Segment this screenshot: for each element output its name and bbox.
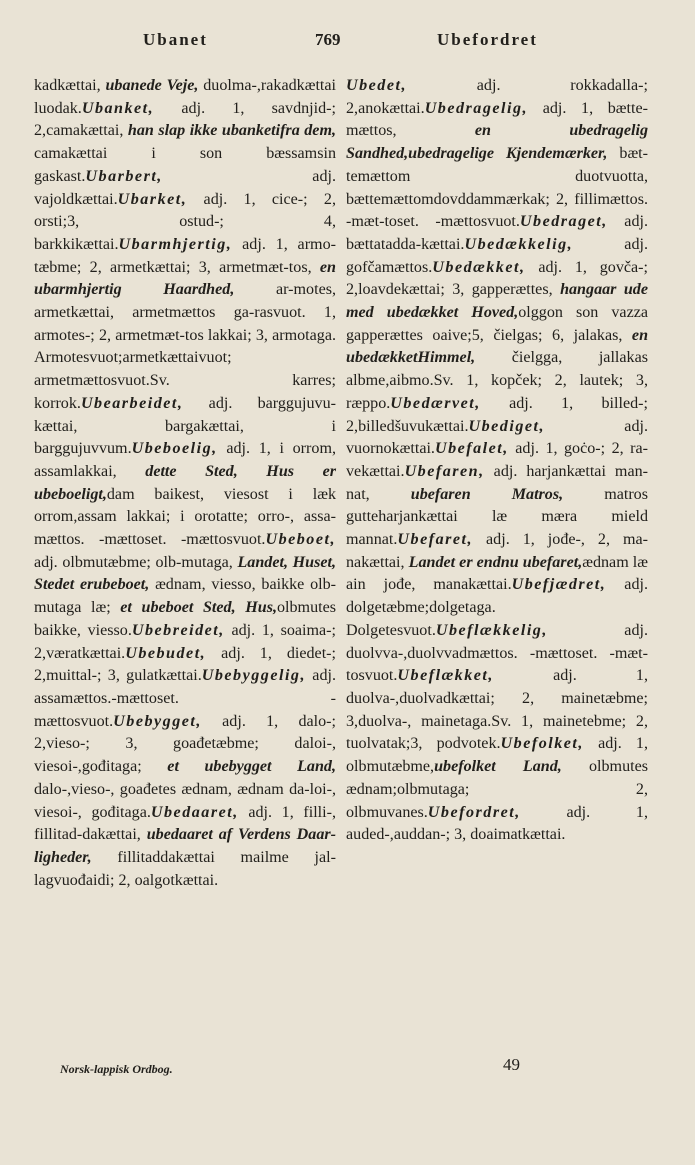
line-text: ædnam, viesso, baikke olb- — [149, 576, 337, 594]
example-phrase: Himmel, — [417, 349, 476, 367]
example-phrase: ubeboet, — [93, 576, 150, 594]
text-line — [346, 463, 405, 480]
line-text: olbmutaga; 2, olbmuvanes. — [346, 780, 648, 821]
line-text: adj. 1, billed-; 2, — [346, 394, 648, 435]
line-text: mutaga, — [181, 553, 238, 571]
text-line — [77, 508, 336, 525]
source-footer: Norsk-lappisk Ordbog. — [60, 1062, 173, 1076]
line-text: adj. 1, savdnjid-; 2, — [34, 99, 336, 140]
line-text: tæbme; 2, armetkættai; 3, armetmæt- — [34, 258, 289, 276]
line-text: matros gutte — [346, 485, 648, 526]
line-text: vieso-; 3, goađetæbme; daloi-, viesoi-, — [34, 735, 336, 776]
headword: Ubeflækket, — [397, 667, 494, 685]
line-text: dalo-, — [34, 780, 72, 798]
line-text: aibmo. — [389, 372, 434, 390]
headword: Ubeflækkelig, — [435, 621, 548, 639]
text-line — [118, 236, 336, 253]
example-phrase: et ubeboet Sted, Hus, — [120, 599, 277, 617]
headword: Ubedragelig, — [424, 99, 529, 117]
headword: Ubefjædret, — [511, 576, 607, 594]
headword: Ubefaret, — [397, 531, 474, 549]
line-text: kættai. — [421, 235, 465, 253]
line-text: adj. 1, armo- — [232, 235, 336, 253]
line-text: 3, ostud-; 4, barkkikættai. — [34, 213, 336, 253]
header-last-word: Ubefordret — [437, 30, 538, 49]
headword: Ubedet, — [346, 77, 407, 94]
text-line — [46, 122, 276, 139]
header-first-word: Ubanet — [143, 30, 208, 49]
line-text: adj. 1, govča-; 2, — [346, 258, 648, 299]
line-text: adj. assamættos. — [34, 667, 336, 707]
left-column — [34, 75, 336, 892]
line-text: camakættai, — [46, 122, 128, 140]
line-text: toset. -mættosvuot. — [384, 213, 520, 231]
line-text: adj. 1, dalo-; 2, — [34, 712, 336, 753]
line-text: vekættai. — [346, 462, 405, 480]
line-text: adj. 1, soaima-; 2, — [34, 621, 336, 662]
line-text: nakættai, — [346, 553, 409, 571]
line-text: duolma-, — [198, 77, 261, 94]
line-text: dakættai, — [82, 826, 147, 844]
line-text: kættai, bargakættai, i barggujuvvum. — [34, 417, 336, 458]
line-text: Sv. 1, mainetebme; 2, tuolvatak; — [346, 712, 648, 753]
line-text: lagvuođaidi; 2, oalgotkættai. — [34, 871, 219, 889]
text-line — [81, 395, 336, 412]
line-text: 3, podvotek. — [410, 735, 501, 753]
signature-mark: 49 — [503, 1055, 520, 1074]
example-phrase: ifra dem, — [275, 122, 336, 140]
line-text: motes, armetkættai, armetmættos ga- — [34, 281, 336, 322]
example-phrase: ubedaaret af Verdens Daar- — [146, 826, 337, 844]
example-phrase: Landet er endnu ubefaret, — [408, 553, 583, 571]
headword: Ubebudet, — [125, 644, 207, 662]
line-text: olggon son vazza gapperættes oaive; — [346, 304, 648, 344]
line-text: adj. olbmutæbme; olb- — [34, 553, 182, 571]
line-text: armetkættaivuot; armetmættosvuot. — [34, 349, 232, 390]
line-text: adj. 1, jođe-, 2, ma- — [473, 531, 648, 549]
text-line — [34, 77, 261, 94]
line-text: anokættai. — [358, 99, 425, 117]
text-line — [358, 281, 586, 298]
line-text: olbmutes ædnam; — [346, 758, 648, 798]
text-line — [34, 872, 218, 889]
headword: Ubediget, — [468, 417, 546, 435]
example-phrase: ubefaren Matros, — [410, 485, 564, 503]
line-text: tos, — [288, 258, 320, 276]
headword: Ubefolket, — [500, 735, 584, 753]
text-line — [93, 576, 336, 593]
line-text: ar- — [234, 281, 294, 299]
line-text: adj. 1, auded-, — [346, 803, 648, 844]
headword: Ubedækkelig, — [464, 235, 574, 253]
example-phrase: han slap ikke ubanket — [127, 122, 276, 140]
text-line — [34, 531, 265, 548]
right-column — [346, 75, 648, 847]
line-text: camakættai i son bæssam — [34, 145, 318, 163]
text-line — [71, 781, 310, 798]
line-text: harjankættai læ mæra mield mannat. — [346, 508, 648, 549]
line-text: adj. 1, olbmutæbme, — [346, 735, 648, 776]
line-text: dolgetaga. Dolgetesvuot. — [346, 599, 496, 639]
example-phrase: ubefolket Land, — [434, 758, 562, 776]
text-line — [408, 145, 648, 162]
example-phrase: han — [560, 281, 587, 299]
line-text: mættos, — [346, 122, 475, 140]
line-text: temættom duotvuotta, bættemættom — [346, 167, 648, 208]
text-line — [346, 667, 397, 684]
line-text: adj. 1, filli-, fillitad- — [34, 803, 336, 844]
running-header — [0, 30, 695, 60]
headword: Ubebyggelig, — [201, 667, 306, 685]
headword: Ubefaren, — [404, 462, 485, 480]
line-text: muittal-; 3, gulatkættai. — [46, 667, 202, 685]
line-text: tosvuot. — [346, 667, 398, 685]
line-text: adj. rokkadalla-; 2, — [346, 77, 648, 117]
page-number: 769 — [315, 30, 341, 49]
text-line — [425, 100, 648, 117]
text-line — [435, 440, 648, 457]
headword: Ubefalet, — [434, 440, 509, 458]
line-text: vieso-, goađetes ædnam, ædnam da- — [71, 780, 310, 798]
line-text: rasvuot. 1, armotes-; 2, armetmæt- — [34, 304, 336, 344]
text-line — [358, 713, 491, 730]
example-phrase: gaar ude med ubedækket Hoved, — [346, 281, 648, 322]
line-text: tos lakkai; 3, armotaga. Armotesvuot; — [34, 326, 336, 367]
example-phrase: ligheder, — [34, 848, 92, 866]
headword: Ubanket, — [81, 99, 155, 117]
line-text: adj. duolvva-, — [346, 621, 648, 662]
example-phrase: ubedragelige Kjendemærker, — [408, 145, 608, 163]
text-line — [407, 645, 648, 662]
line-text: 5, čielgas; 6, jalakas, — [471, 326, 632, 344]
example-phrase: Landet, Huset, Stedet er — [34, 553, 336, 594]
text-line — [82, 826, 336, 843]
line-text: sin gaskast. — [34, 145, 336, 185]
example-phrase: ubanede Veje, — [105, 77, 199, 94]
line-text: lakkai, — [73, 462, 146, 480]
line-text: dam baikest, viesost i læk orrom, — [34, 485, 336, 526]
line-text: adj. dolgetæbme; — [346, 576, 648, 617]
headword: Ubarket, — [117, 190, 188, 208]
line-text: fillitaddakættai mailme jal- — [91, 848, 336, 866]
line-text: mættos. -mættoset. -mættosvuot. — [34, 531, 266, 549]
line-text: olbmutes baikke, viesso. — [34, 599, 336, 639]
line-text: adj. 1, i orrom, assam — [34, 440, 336, 480]
example-phrase: en ubedragelig Sandhed, — [346, 122, 648, 163]
text-line — [394, 826, 566, 843]
text-line — [34, 849, 336, 866]
text-line — [46, 645, 125, 662]
headword: Ubedaaret, — [150, 803, 239, 821]
text-line — [358, 418, 468, 435]
line-text: gođitaga; — [81, 758, 168, 776]
headword: Ubearbeidet, — [80, 394, 184, 412]
line-text: duolvadkættai; 2, mainetæbme; 3, — [346, 689, 648, 730]
line-text: adj. vuornokættai. — [346, 417, 648, 458]
line-text: adj. harjankættai man- — [484, 462, 648, 480]
text-line — [405, 463, 648, 480]
line-text: adj. 1, cice-; 2, orsti; — [34, 190, 336, 231]
line-text: væratkættai. — [46, 644, 126, 662]
example-phrase: en ubedækket — [346, 326, 649, 367]
line-text: loi-, viesoi-, gođitaga. — [34, 780, 336, 821]
line-text: rakadkættai luodak. — [34, 77, 336, 117]
headword: Ubeboet, — [265, 531, 336, 549]
text-line — [389, 372, 433, 389]
line-text: adj. gofčamættos. — [346, 235, 648, 276]
line-text: adj. 1, duolva-, — [346, 667, 648, 707]
text-line — [397, 531, 648, 548]
line-text: adj. bættatadda- — [346, 213, 648, 253]
line-text: kadkættai, — [34, 77, 106, 94]
line-text: Sv. karres; korrok. — [34, 372, 336, 412]
headword: Ubarmhjertig, — [118, 235, 233, 253]
line-text: dovddammærkak; 2, fillimættos. -mæt- — [346, 190, 648, 231]
line-text: ædnam læ ain jođe, manakættai. — [346, 553, 648, 594]
text-line — [34, 259, 289, 276]
line-text: adj. 1, diedet-; 2, — [34, 644, 336, 685]
text-line — [421, 236, 464, 253]
line-text: čielgga, jallakas albme, — [346, 349, 648, 390]
headword: Ubebygget, — [113, 712, 202, 730]
headword: Ubarbert, — [85, 167, 163, 185]
line-text: auddan-; 3, doaimatkættai. — [393, 826, 566, 844]
text-line — [346, 554, 582, 571]
line-text: billedšuvukættai. — [358, 417, 469, 435]
headword: Ubebreidet, — [131, 621, 225, 639]
line-text: -mættoset. -mættosvuot. — [34, 689, 336, 730]
line-text: duolva-, mainetaga. — [358, 712, 492, 730]
line-text: mutaga læ; — [34, 599, 121, 617]
line-text: loavdekættai; 3, gapperættes, — [358, 281, 561, 299]
text-line — [358, 100, 425, 117]
line-text: Sv. 1, kopček; 2, lautek; 3, ræppo. — [346, 372, 648, 412]
headword: Ubedækket, — [432, 258, 526, 276]
text-line — [384, 213, 519, 230]
line-text: duolvvadmættos. -mættoset. -mæt- — [407, 644, 648, 662]
text-line — [46, 667, 202, 684]
line-text: adj. 1, goċo-; 2, ra- — [508, 440, 648, 458]
headword: Ubedraget, — [519, 213, 608, 231]
headword: Ubedærvet, — [390, 394, 481, 412]
headword: Ubefordret, — [427, 803, 521, 821]
line-text: adj. vajoldkættai. — [34, 167, 336, 208]
line-text: adj. 1, bætte- — [528, 99, 648, 117]
example-phrase: et ubebygget Land, — [167, 758, 336, 776]
example-phrase: en ubarmhjertig Haardhed, — [34, 258, 336, 299]
headword: Ubeboelig, — [131, 440, 218, 458]
line-text: nat, — [346, 485, 411, 503]
example-phrase: dette Sted, Hus er ubeboeligt, — [34, 462, 337, 503]
text-line — [34, 599, 277, 616]
text-line — [410, 735, 500, 752]
line-text: bæt- — [607, 145, 649, 163]
line-text: adj. barggujuvu- — [183, 394, 336, 412]
line-text: assam lakkai; i orotatte; orro-, assa- — [77, 508, 336, 526]
